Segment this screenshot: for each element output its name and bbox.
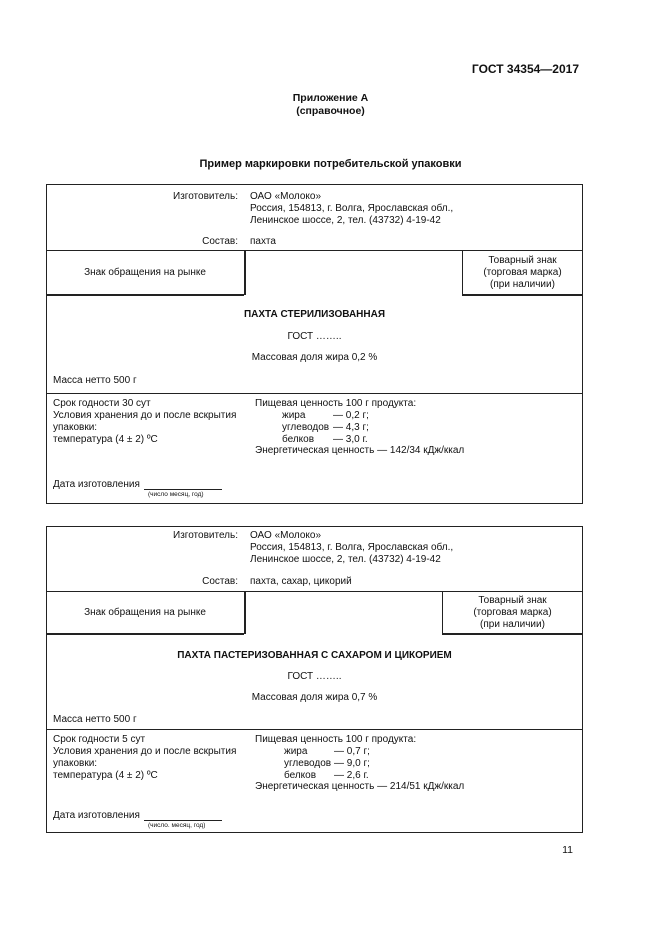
manufacturer-label: Изготовитель: <box>173 191 238 202</box>
manufacturer-label: Изготовитель: <box>173 530 238 541</box>
energy-value: Энергетическая ценность — 142/34 кДж/ккал <box>255 445 465 456</box>
section-title: Пример маркировки потребительской упаковки <box>199 158 462 170</box>
trademark-line-2: (торговая марка) <box>473 607 552 618</box>
storage-line-1: Условия хранения до и после вскрытия <box>53 746 237 757</box>
production-date-line <box>144 489 222 490</box>
composition-label: Состав: <box>202 236 238 247</box>
nutrition-fat-value: — 0,7 г; <box>334 746 370 757</box>
product-name: ПАХТА ПАСТЕРИЗОВАННАЯ С САХАРОМ И ЦИКОРИЕМ <box>177 650 452 661</box>
manufacturer-phone: Ленинское шоссе, 2, тел. (43732) 4-19-42 <box>250 215 441 226</box>
nutrition-protein-name: белков <box>282 434 315 445</box>
storage-line-1: Условия хранения до и после вскрытия <box>53 410 237 421</box>
manufacturer-name: ОАО «Молоко» <box>250 530 322 541</box>
fat-content: Массовая доля жира 0,2 % <box>251 352 378 363</box>
appendix-heading <box>0 92 661 118</box>
nutrition-carbs-name: углеводов <box>284 758 332 769</box>
nutrition-protein-value: — 2,6 г. <box>334 770 369 781</box>
appendix-subtitle: (справочное) <box>296 105 365 117</box>
composition-value: пахта <box>250 236 276 247</box>
nutrition-fat-name: жира <box>282 410 306 421</box>
trademark-line-2: (торговая марка) <box>483 267 562 278</box>
energy-value: Энергетическая ценность — 214/51 кДж/ккал <box>255 781 465 792</box>
storage-temperature: температура (4 ± 2) ºС <box>53 770 158 781</box>
nutrition-carbs-value: — 4,3 г; <box>333 422 369 433</box>
trademark-line-3: (при наличии) <box>480 619 545 630</box>
production-date-hint: (число. месяц, год) <box>148 822 206 829</box>
trademark-line-3: (при наличии) <box>490 279 555 290</box>
shelf-life: Срок годности 5 сут <box>53 734 146 745</box>
storage-line-2: упаковки: <box>53 758 98 769</box>
product-name: ПАХТА СТЕРИЛИЗОВАННАЯ <box>243 309 386 320</box>
gost-reference: ГОСТ …….. <box>287 671 342 682</box>
fat-content: Массовая доля жира 0,7 % <box>251 692 378 703</box>
page-number: 11 <box>562 844 573 856</box>
production-date-hint: (число месяц, год) <box>148 491 204 498</box>
net-mass: Масса нетто 500 г <box>53 714 137 725</box>
market-sign-text: Знак обращения на рынке <box>84 607 206 618</box>
trademark-line-1: Товарный знак <box>488 255 557 266</box>
production-date-label: Дата изготовления <box>53 810 140 821</box>
nutrition-protein-name: белков <box>284 770 317 781</box>
nutrition-protein-value: — 3,0 г. <box>333 434 368 445</box>
trademark-line-1: Товарный знак <box>478 595 547 606</box>
production-date-line <box>144 820 222 821</box>
composition-value: пахта, сахар, цикорий <box>250 576 352 587</box>
manufacturer-name: ОАО «Молоко» <box>250 191 322 202</box>
composition-label: Состав: <box>202 576 238 587</box>
manufacturer-address: Россия, 154813, г. Волга, Ярославская обл., <box>250 542 454 553</box>
market-sign-text: Знак обращения на рынке <box>84 267 206 278</box>
production-date-label: Дата изготовления <box>53 479 140 490</box>
appendix-title: Приложение А <box>292 92 369 104</box>
net-mass: Масса нетто 500 г <box>53 375 137 386</box>
shelf-life: Срок годности 30 сут <box>53 398 151 409</box>
gost-reference: ГОСТ …….. <box>287 331 342 342</box>
manufacturer-address: Россия, 154813, г. Волга, Ярославская обл., <box>250 203 454 214</box>
storage-line-2: упаковки: <box>53 422 98 433</box>
storage-temperature: температура (4 ± 2) ºС <box>53 434 158 445</box>
nutrition-carbs-name: углеводов <box>282 422 330 433</box>
nutrition-fat-name: жира <box>284 746 308 757</box>
nutrition-title: Пищевая ценность 100 г продукта: <box>255 734 417 745</box>
nutrition-fat-value: — 0,2 г; <box>333 410 369 421</box>
nutrition-carbs-value: — 9,0 г; <box>334 758 370 769</box>
manufacturer-phone: Ленинское шоссе, 2, тел. (43732) 4-19-42 <box>250 554 441 565</box>
nutrition-title: Пищевая ценность 100 г продукта: <box>255 398 417 409</box>
document-code: ГОСТ 34354—2017 <box>471 62 579 76</box>
